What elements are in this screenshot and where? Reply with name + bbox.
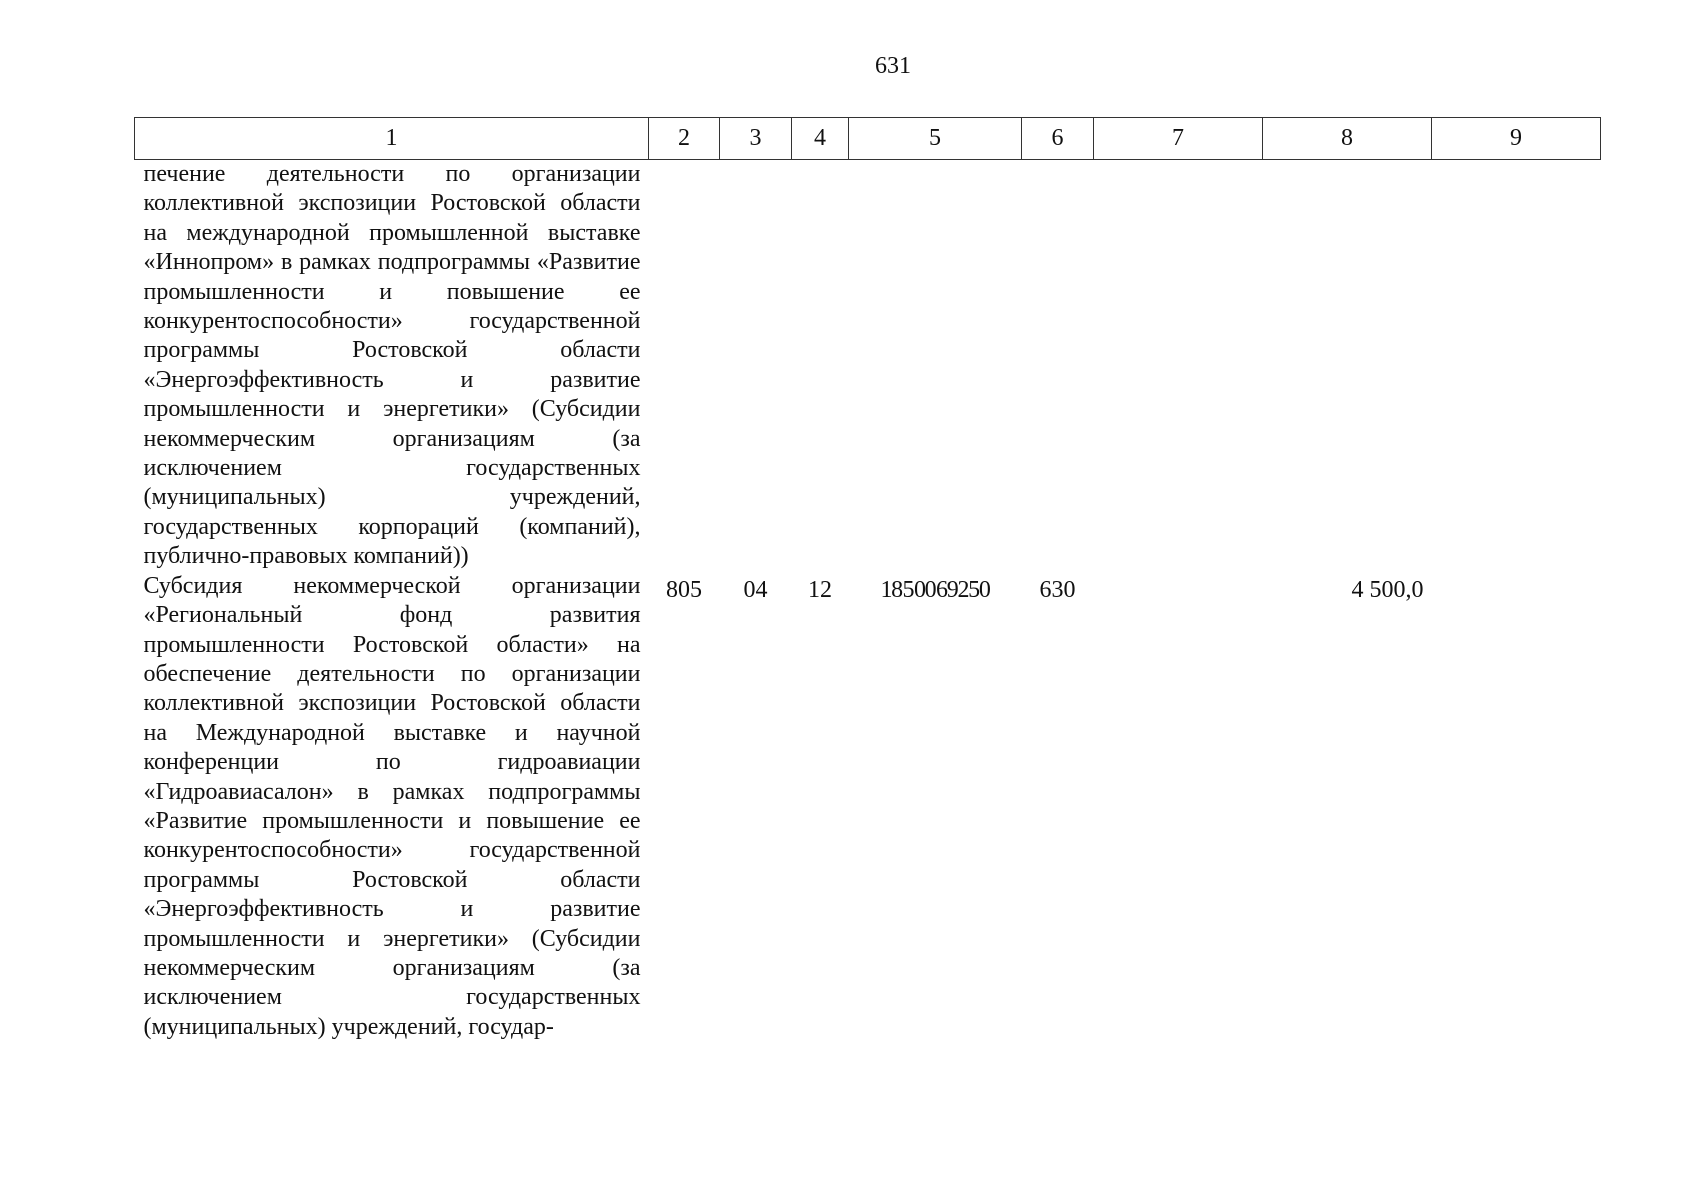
header-cell-6: 6	[1022, 118, 1094, 160]
header-cell-4: 4	[792, 118, 849, 160]
row-col9	[1432, 160, 1601, 572]
header-cell-2: 2	[649, 118, 720, 160]
row-col6: 630	[1039, 576, 1076, 603]
row-col7	[1094, 160, 1263, 572]
row-col4	[792, 160, 849, 572]
row-col8: 4 500,0	[1351, 576, 1424, 603]
header-cell-3: 3	[720, 118, 792, 160]
header-cell-7: 7	[1094, 118, 1263, 160]
row-col9	[1432, 572, 1601, 1043]
table-row	[135, 572, 1601, 1043]
header-row	[135, 118, 1601, 160]
row-col2	[649, 160, 720, 572]
row-col3: 04	[743, 576, 768, 603]
row-col4: 12	[808, 576, 832, 603]
row-col3	[720, 160, 792, 572]
row-col5: 18 5 00 69250	[880, 576, 990, 603]
row-col5	[849, 160, 1022, 572]
header-cell-9: 9	[1432, 118, 1601, 160]
row-col2: 805	[666, 576, 702, 603]
row-col8	[1263, 160, 1432, 572]
header-cell-5: 5	[849, 118, 1022, 160]
page-number: 631	[875, 53, 911, 79]
row-description: Субсидия некоммерческой организации «Региональный фонд развития промышленности Ростовской области» на обеспечение деятельности по организации коллективной экспозиции Ростовской области на Международной выставке и научной конференции по гидроавиации «Гидроавиасалон» в рамках подпрограммы «Развитие промышленности и повышение ее конкурентоспособности» государственной программы Ростовской области «Энергоэффективность и развитие промышленности и энергетики» (Субсидии некоммерческим организациям (за исключением государственных (муниципальных) учреждений, государ-	[143, 572, 641, 1040]
header-cell-8: 8	[1263, 118, 1432, 160]
row-col7	[1094, 572, 1263, 1043]
header-cell-1: 1	[135, 118, 649, 160]
row-description: печение деятельности по организации коллективной экспозиции Ростовской области на международной промышленной выставке «Иннопром» в рамках подпрограммы «Развитие промышленности и повышение ее конкурентоспособности» государственной программы Ростовской области «Энергоэффективность и развитие промышленности и энергетики» (Субсидии некоммерческим организациям (за исключением государственных (муниципальных) учреждений, государственных корпораций (компаний), публично-правовых компаний))	[143, 161, 641, 570]
table-row	[135, 160, 1601, 572]
row-col6	[1022, 160, 1094, 572]
budget-table	[134, 117, 1601, 1042]
